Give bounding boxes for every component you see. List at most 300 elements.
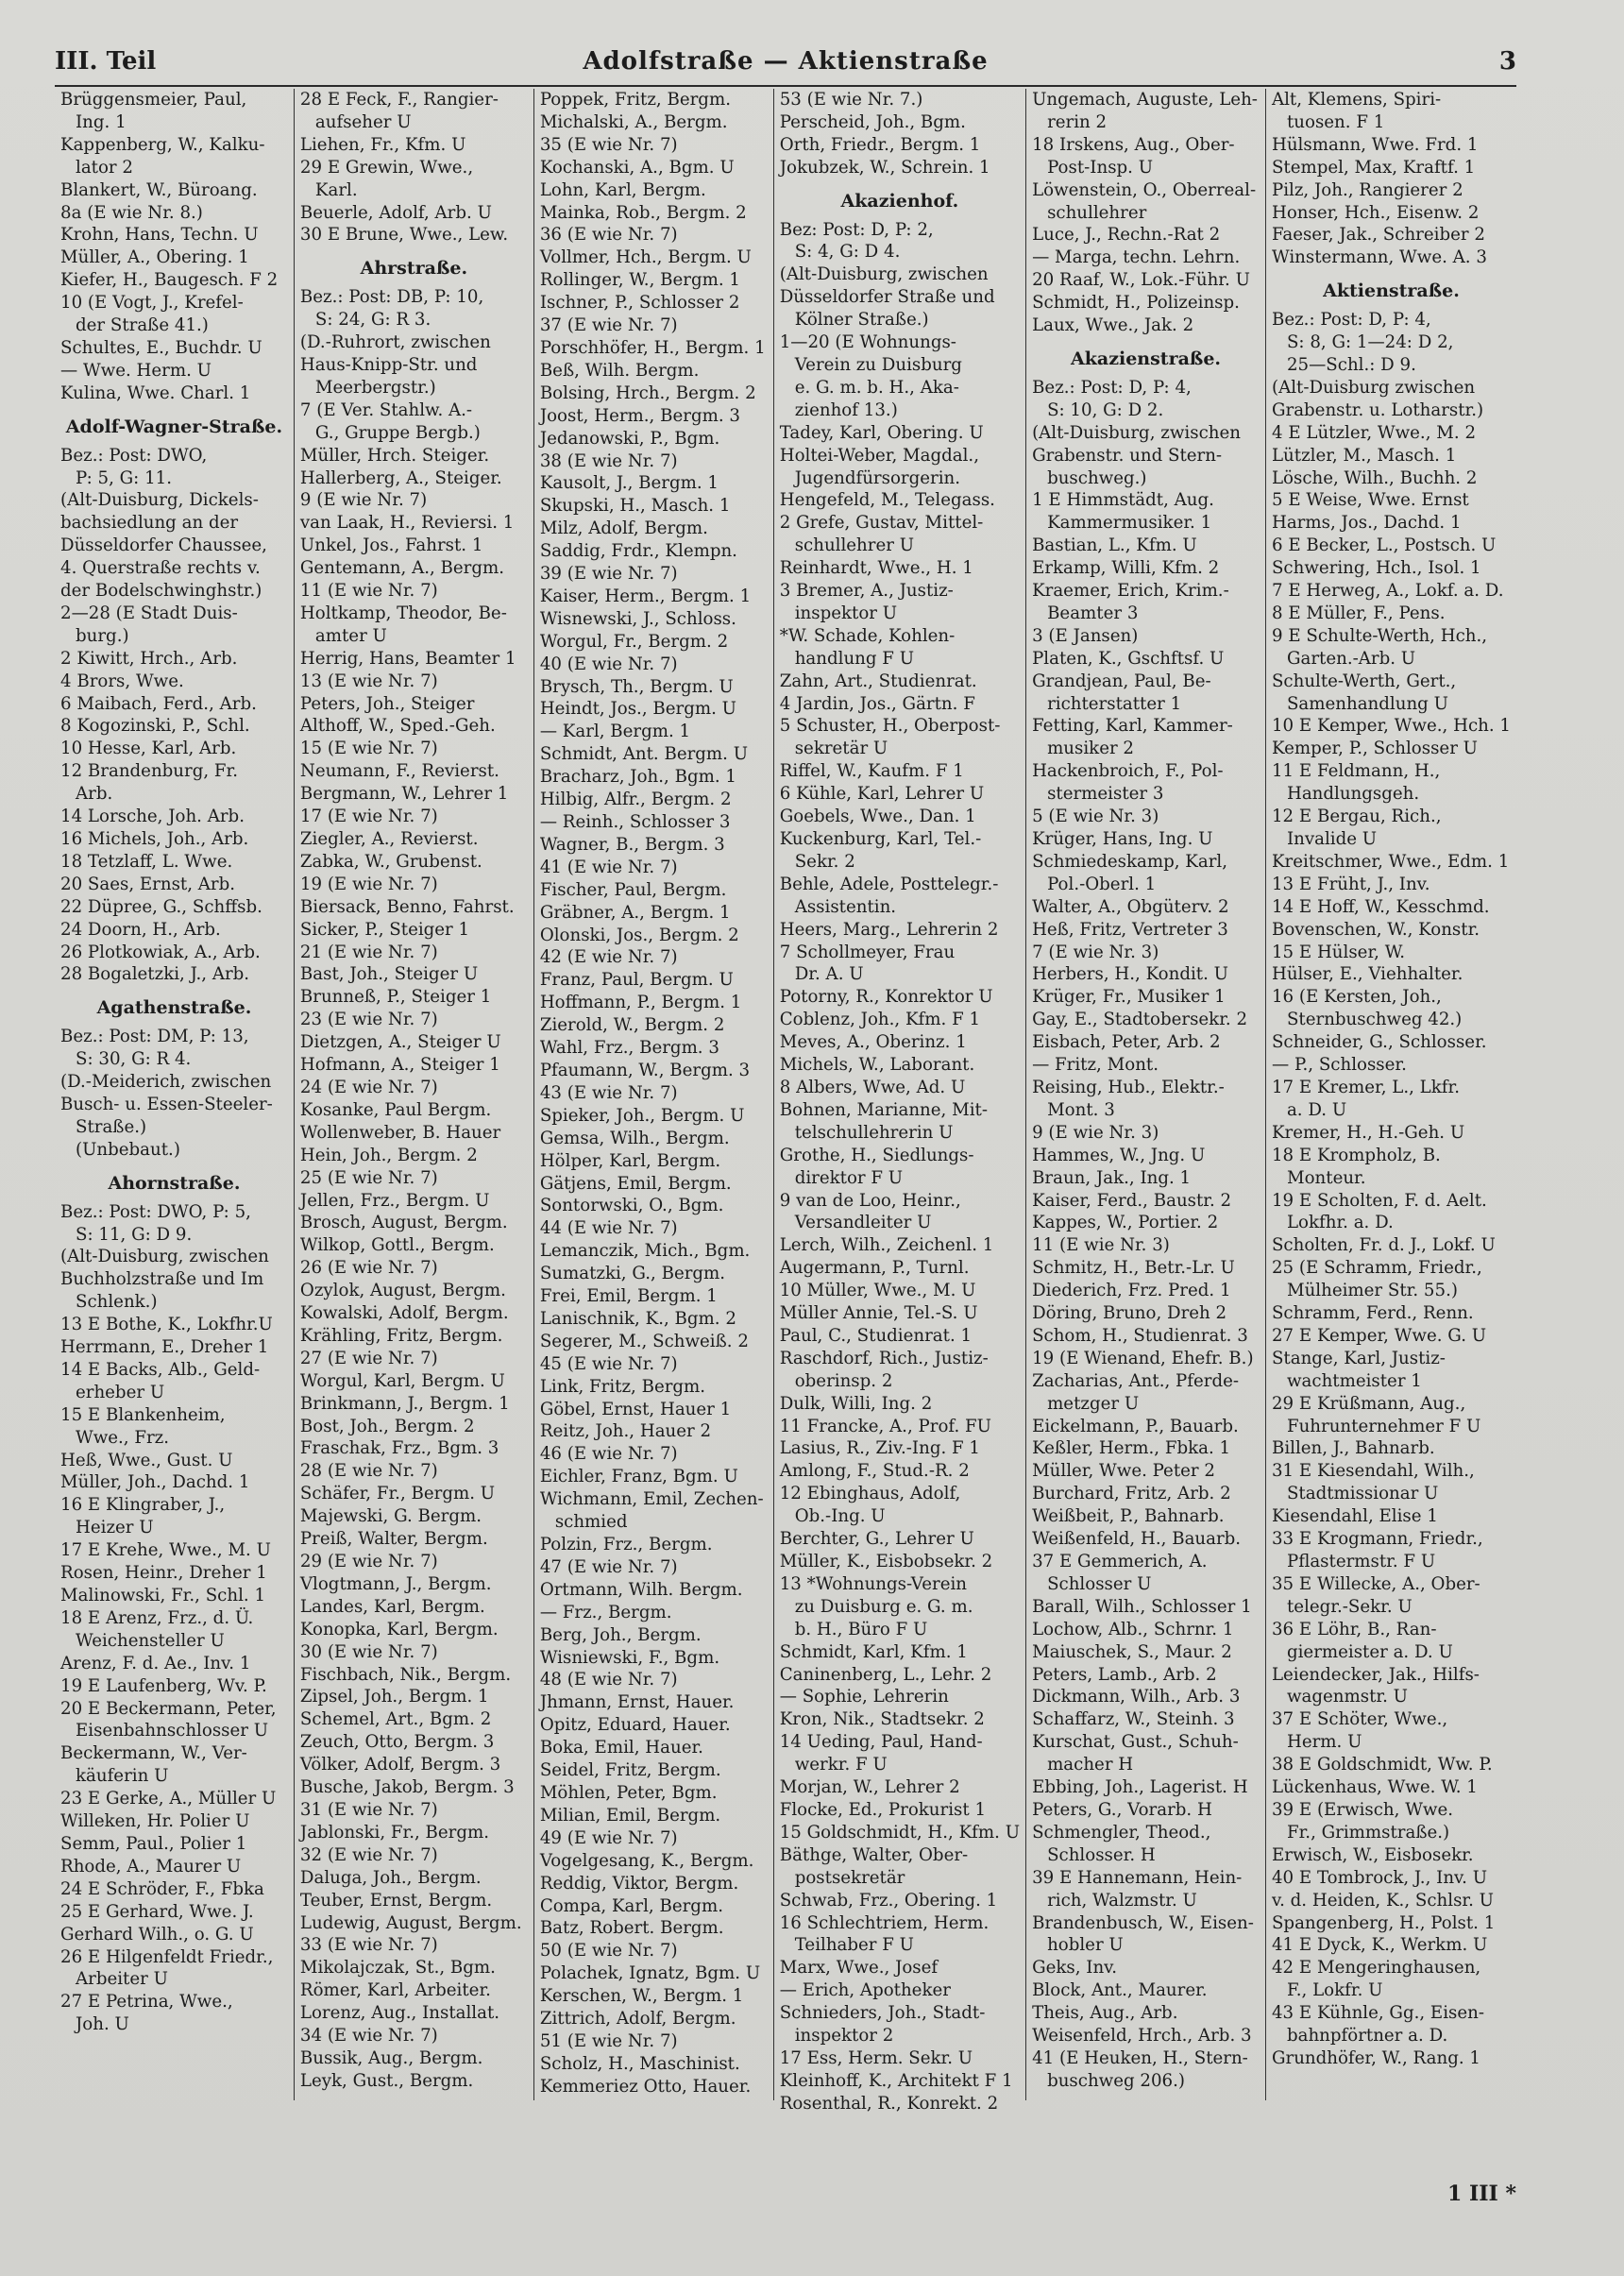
directory-entry: 19 (E Wienand, Ehefr. B.) (1032, 1348, 1254, 1368)
directory-entry: 5 Schuster, H., Oberpost- (779, 716, 1001, 737)
directory-entry: Kurschat, Gust., Schuh- (1032, 1732, 1239, 1753)
directory-entry: Ziegler, A., Revierst. (299, 829, 479, 849)
directory-entry: Völker, Adolf, Bergm. 3 (299, 1755, 501, 1775)
directory-entry: Lochow, Alb., Schrnr. 1 (1032, 1619, 1234, 1639)
directory-entry: 49 (E wie Nr. 7) (539, 1827, 678, 1848)
directory-entry: Keßler, Herm., Fbka. 1 (1032, 1438, 1231, 1459)
directory-entry: 25 (E wie Nr. 7) (299, 1167, 438, 1188)
directory-entry: inspektor U (794, 603, 898, 623)
directory-entry: 9 (E wie Nr. 7) (299, 490, 428, 511)
directory-entry: 18 Tetzlaff, L. Wwe. (60, 851, 233, 872)
directory-entry: Harms, Jos., Dachd. 1 (1271, 513, 1462, 534)
directory-entry: Jellen, Frz., Bergm. U (299, 1190, 490, 1211)
directory-entry: Marx, Wwe., Josef (779, 1958, 939, 1979)
directory-entry: Lokfhr. a. D. (1286, 1213, 1394, 1233)
street-heading: Agathenstraße. (96, 997, 252, 1019)
directory-entry: 47 (E wie Nr. 7) (539, 1556, 678, 1577)
directory-entry: Ischner, P., Schlosser 2 (539, 293, 740, 314)
directory-entry: Eichler, Franz, Bgm. U (539, 1467, 738, 1487)
directory-entry: (D.-Meiderich, zwischen (60, 1072, 272, 1093)
directory-entry: Poppek, Fritz, Bergm. (539, 90, 731, 110)
directory-entry: Theis, Aug., Arb. (1032, 2003, 1178, 2024)
directory-entry: 27 E Petrina, Wwe., (60, 1992, 233, 2013)
directory-entry: Jablonski, Fr., Bergm. (299, 1822, 490, 1843)
directory-entry: Düsseldorfer Chaussee, (60, 535, 267, 556)
directory-entry: Ludewig, August, Bergm. (299, 1912, 522, 1933)
directory-entry: Weichensteller U (76, 1630, 225, 1651)
directory-entry: Bez.: Post: DWO, (60, 445, 208, 466)
directory-entry: werkr. F U (794, 1755, 888, 1775)
directory-entry: Hoffmann, P., Bergm. 1 (539, 993, 742, 1013)
street-heading: Akazienstraße. (1070, 348, 1222, 369)
directory-entry: Laux, Wwe., Jak. 2 (1032, 315, 1194, 336)
directory-entry: Bez.: Post: DB, P: 10, (299, 287, 484, 308)
directory-entry: Rollinger, W., Bergm. 1 (539, 270, 740, 291)
directory-column (295, 89, 534, 2100)
directory-entry: 31 (E wie Nr. 7) (299, 1799, 438, 1820)
directory-entry: Porschhöfer, H., Bergm. 1 (539, 337, 766, 358)
directory-entry: 2—28 (E Stadt Duis- (60, 603, 238, 623)
directory-entry: Kemmeriez Otto, Hauer. (539, 2076, 752, 2097)
directory-entry: 18 E Arenz, Frz., d. Ü. (60, 1607, 254, 1628)
directory-entry: schmied (554, 1512, 628, 1533)
directory-entry: Bäthge, Walter, Ober- (779, 1844, 969, 1865)
directory-entry: Gätjens, Emil, Bergm. (539, 1173, 732, 1194)
directory-entry: 39 E Hannemann, Hein- (1032, 1867, 1243, 1888)
directory-entry: Schmidt, Ant. Bergm. U (539, 744, 749, 765)
directory-entry: Schmidt, Karl, Kfm. 1 (779, 1641, 968, 1662)
directory-entry: 17 (E wie Nr. 7) (299, 807, 438, 827)
directory-entry: buschweg.) (1047, 467, 1147, 488)
directory-entry: Liehen, Fr., Kfm. U (299, 134, 466, 155)
directory-entry: zu Duisburg e. G. m. (794, 1596, 973, 1617)
directory-entry: bahnpförtner a. D. (1286, 2026, 1448, 2047)
directory-entry: S: 10, G: D 2. (1047, 399, 1164, 420)
directory-entry: der Bodelschwinghstr.) (60, 581, 262, 602)
directory-entry: Berg, Joh., Bergm. (539, 1624, 702, 1645)
directory-entry: 1—20 (E Wohnungs- (779, 332, 956, 353)
directory-entry: Pflastermstr. F U (1286, 1552, 1436, 1571)
directory-entry: Römer, Karl, Arbeiter. (299, 1980, 491, 2001)
directory-entry: musiker 2 (1047, 739, 1135, 759)
directory-entry: Grothe, H., Siedlungs- (779, 1145, 974, 1165)
directory-entry: 14 E Hoff, W., Kesschmd. (1271, 896, 1490, 917)
directory-entry: 33 E Krogmann, Friedr., (1271, 1529, 1483, 1550)
directory-entry: (Alt-Duisburg, zwischen (60, 1247, 269, 1267)
directory-entry: Sekr. 2 (794, 851, 855, 872)
directory-entry: S: 4, G: D 4. (794, 242, 901, 263)
directory-entry: Schmiedeskamp, Karl, (1032, 851, 1228, 872)
directory-entry: — Frz., Bergm. (539, 1602, 672, 1622)
directory-entry: Lasius, R., Ziv.-Ing. F 1 (779, 1438, 981, 1459)
directory-entry: 19 E Laufenberg, Wv. P. (60, 1675, 267, 1696)
directory-entry: Berchter, G., Lehrer U (779, 1529, 974, 1550)
directory-entry: 10 E Kemper, Wwe., Hch. 1 (1271, 716, 1511, 737)
directory-entry: 29 E Krüßmann, Aug., (1271, 1393, 1466, 1414)
directory-entry: 45 (E wie Nr. 7) (539, 1353, 678, 1374)
directory-entry: 9 van de Loo, Heinr., (779, 1190, 961, 1211)
directory-entry: Daluga, Joh., Bergm. (299, 1867, 482, 1888)
directory-entry: schullehrer (1047, 202, 1147, 223)
directory-entry: Müller, A., Obering. 1 (60, 247, 249, 268)
directory-entry: Kammermusiker. 1 (1047, 513, 1212, 534)
directory-entry: Zabka, W., Grubenst. (299, 851, 482, 872)
directory-entry: 18 Irskens, Aug., Ober- (1032, 134, 1235, 155)
directory-entry: Augermann, P., Turnl. (779, 1258, 970, 1279)
directory-entry: Willeken, Hr. Polier U (60, 1811, 250, 1832)
directory-entry: Krähling, Fritz, Bergm. (299, 1325, 503, 1346)
directory-entry: Hammes, W., Jng. U (1032, 1145, 1206, 1165)
directory-entry: (Alt-Duisburg, zwischen (1032, 422, 1241, 443)
directory-entry: 27 E Kemper, Wwe. G. U (1271, 1325, 1487, 1346)
directory-entry: Malinowski, Fr., Schl. 1 (60, 1586, 266, 1605)
directory-entry: Peters, Joh., Steiger (299, 693, 475, 714)
directory-entry: Grabenstr. u. Lotharstr.) (1271, 399, 1484, 420)
directory-entry: Dr. A. U (794, 964, 864, 985)
directory-entry: Peters, Lamb., Arb. 2 (1032, 1664, 1217, 1685)
directory-entry: 32 (E wie Nr. 7) (299, 1844, 438, 1865)
directory-entry: Herbers, H., Kondit. U (1032, 964, 1229, 985)
directory-entry: Herm. U (1286, 1732, 1362, 1753)
directory-entry: Erwisch, W., Eisbosekr. (1271, 1844, 1474, 1865)
directory-entry: Boka, Emil, Hauer. (539, 1738, 703, 1758)
directory-entry: Pilz, Joh., Rangierer 2 (1271, 179, 1463, 200)
directory-entry: Weißbeit, P., Bahnarb. (1032, 1506, 1225, 1527)
directory-entry: 17 Ess, Herm. Sekr. U (779, 2047, 973, 2068)
directory-entry: Kölner Straße.) (794, 310, 929, 331)
directory-entry: Ungemach, Auguste, Leh- (1032, 90, 1258, 110)
directory-entry: (Alt-Duisburg zwischen (1271, 377, 1476, 398)
directory-entry: Mont. 3 (1047, 1099, 1115, 1120)
directory-entry: Barall, Wilh., Schlosser 1 (1032, 1596, 1252, 1617)
directory-entry: Zeuch, Otto, Bergm. 3 (299, 1732, 495, 1753)
directory-entry: 46 (E wie Nr. 7) (539, 1444, 678, 1465)
directory-entry: Schmidt, H., Polizeinsp. (1032, 293, 1240, 314)
directory-entry: Maiuschek, S., Maur. 2 (1032, 1641, 1232, 1662)
directory-entry: *W. Schade, Kohlen- (779, 625, 956, 646)
directory-entry: 29 E Grewin, Wwe., (299, 157, 474, 178)
directory-entry: 8 E Müller, F., Pens. (1271, 603, 1446, 623)
directory-entry: 1 E Himmstädt, Aug. (1032, 490, 1214, 511)
directory-entry: Scholz, H., Maschinist. (539, 2053, 740, 2074)
directory-entry: Coblenz, Joh., Kfm. F 1 (779, 1010, 981, 1030)
directory-entry: Weisenfeld, Hrch., Arb. 3 (1032, 2026, 1252, 2047)
directory-entry: 23 (E wie Nr. 7) (299, 1010, 438, 1030)
directory-entry: Eisbach, Peter, Arb. 2 (1032, 1032, 1221, 1053)
directory-entry: — Fritz, Mont. (1032, 1055, 1159, 1076)
directory-entry: 13 (E wie Nr. 7) (299, 671, 438, 691)
directory-entry: 17 E Kremer, L., Lkfr. (1271, 1077, 1460, 1097)
directory-entry: Luce, J., Rechn.-Rat 2 (1032, 225, 1221, 246)
directory-entry: Rhode, A., Maurer U (60, 1856, 242, 1877)
directory-entry: Morjan, W., Lehrer 2 (779, 1777, 960, 1798)
directory-entry: Heizer U (76, 1518, 154, 1538)
directory-entry: 4 E Lützler, Wwe., M. 2 (1271, 422, 1477, 443)
directory-entry: 10 Müller, Wwe., M. U (779, 1281, 976, 1301)
street-heading: Ahrstraße. (360, 258, 468, 280)
directory-entry: Kowalski, Adolf, Bergm. (299, 1303, 509, 1324)
directory-entry: Schneider, G., Schlosser. (1271, 1032, 1487, 1053)
directory-entry: 53 (E wie Nr. 7.) (779, 90, 923, 110)
directory-entry: rich, Walzmstr. U (1047, 1890, 1197, 1911)
directory-entry: metzger U (1047, 1393, 1140, 1414)
directory-entry: 43 (E wie Nr. 7) (539, 1082, 678, 1103)
directory-entry: Peters, G., Vorarb. H (1032, 1799, 1212, 1820)
directory-entry: — Erich, Apotheker (779, 1980, 951, 2001)
directory-entry: Schlosser U (1047, 1573, 1152, 1594)
directory-entry: Verein zu Duisburg (794, 354, 962, 375)
directory-entry: Arbeiter U (76, 1969, 168, 1990)
directory-entry: Jedanowski, P., Bgm. (539, 428, 720, 449)
directory-entry: 5 E Weise, Wwe. Ernst (1271, 490, 1469, 511)
directory-entry: 28 E Feck, F., Rangier- (299, 90, 499, 110)
directory-entry: Ing. 1 (76, 111, 127, 132)
directory-entry: 50 (E wie Nr. 7) (539, 1941, 678, 1962)
directory-entry: 7 (E Ver. Stahlw. A.- (299, 399, 473, 420)
directory-entry: 3 Bremer, A., Justiz- (779, 581, 954, 602)
directory-entry: amter U (314, 625, 387, 646)
directory-entry: Wisnewski, J., Schloss. (539, 608, 736, 629)
directory-entry: Bovenschen, W., Konstr. (1271, 919, 1480, 940)
directory-entry: Kaiser, Herm., Bergm. 1 (539, 586, 752, 606)
directory-entry: Vlogtmann, J., Bergm. (299, 1573, 492, 1594)
directory-entry: Grandjean, Paul, Be- (1032, 671, 1211, 691)
directory-entry: Bussik, Aug., Bergm. (299, 2047, 483, 2068)
directory-entry: Sumatzki, G., Bergm. (539, 1264, 726, 1284)
directory-entry: 33 (E wie Nr. 7) (299, 1935, 438, 1956)
directory-entry: (Unbebaut.) (76, 1139, 180, 1160)
directory-entry: macher H (1047, 1755, 1134, 1775)
directory-entry: Schaffarz, W., Steinh. 3 (1032, 1709, 1235, 1730)
directory-entry: 12 Ebinghaus, Adolf, (779, 1484, 961, 1504)
directory-entry: zienhof 13.) (794, 399, 898, 420)
directory-entry: Gay, E., Stadtobersekr. 2 (1032, 1010, 1248, 1030)
directory-entry: tuosen. F 1 (1286, 111, 1385, 132)
directory-entry: Heindt, Jos., Bergm. U (539, 699, 737, 720)
part-label: III. Teil (55, 47, 157, 76)
directory-entry: 11 E Feldmann, H., (1271, 761, 1441, 782)
directory-entry: 14 Ueding, Paul, Hand- (779, 1732, 983, 1753)
directory-entry: Brosch, August, Bergm. (299, 1213, 508, 1233)
directory-entry: 24 Doorn, H., Arb. (60, 919, 221, 940)
directory-entry: 6 Kühle, Karl, Lehrer U (779, 784, 985, 805)
directory-entry: Kerschen, W., Bergm. 1 (539, 1986, 744, 2007)
directory-entry: Semm, Paul., Polier 1 (60, 1833, 247, 1854)
directory-entry: 42 E Mengeringhausen, (1271, 1958, 1481, 1979)
directory-entry: Busch- u. Essen-Steeler- (60, 1094, 273, 1114)
directory-entry: Braun, Jak., Ing. 1 (1032, 1167, 1192, 1188)
directory-entry: Spangenberg, H., Polst. 1 (1271, 1912, 1496, 1933)
directory-entry: Brysch, Th., Bergm. U (539, 676, 734, 697)
directory-entry: Rosen, Heinr., Dreher 1 (60, 1563, 267, 1584)
directory-entry: Kappes, W., Portier. 2 (1032, 1213, 1219, 1233)
directory-entry: käuferin U (76, 1766, 169, 1787)
directory-entry: Mainka, Rob., Bergm. 2 (539, 202, 747, 223)
directory-entry: 7 (E wie Nr. 3) (1032, 942, 1159, 962)
directory-entry: Schom, H., Studienrat. 3 (1032, 1325, 1248, 1346)
directory-entry: Bez.: Post: D, P: 4, (1032, 377, 1192, 398)
directory-entry: 12 Brandenburg, Fr. (60, 761, 239, 782)
directory-entry: Heß, Fritz, Vertreter 3 (1032, 919, 1228, 940)
directory-entry: Wollenweber, B. Hauer (299, 1122, 501, 1143)
directory-entry: Krüger, Hans, Ing. U (1032, 829, 1213, 849)
directory-entry: Lanischnik, K., Bgm. 2 (539, 1308, 736, 1329)
directory-entry: Hengefeld, M., Telegass. (779, 490, 995, 511)
directory-entry: 7 E Herweg, A., Lokf. a. D. (1271, 581, 1504, 602)
directory-entry: 11 (E wie Nr. 3) (1032, 1235, 1170, 1256)
directory-entry: 40 (E wie Nr. 7) (539, 654, 678, 674)
directory-entry: Ozylok, August, Bergm. (299, 1281, 506, 1301)
directory-entry: 7 Schollmeyer, Frau (779, 942, 956, 962)
directory-entry: — Marga, techn. Lehrn. (1032, 247, 1241, 268)
directory-entry: Worgul, Karl, Bergm. U (299, 1370, 505, 1391)
directory-entry: 4 Jardin, Jos., Gärtn. F (779, 693, 975, 714)
directory-entry: Caninenberg, L., Lehr. 2 (779, 1664, 992, 1685)
directory-entry: bachsiedlung an der (60, 513, 239, 534)
directory-entry: 16 E Klingraber, J., (60, 1495, 226, 1516)
directory-entry: 16 (E Kersten, Joh., (1271, 987, 1442, 1008)
directory-entry: Milz, Adolf, Bergm. (539, 518, 708, 539)
directory-entry: Zierold, W., Bergm. 2 (539, 1015, 725, 1036)
directory-entry: 2 Kiwitt, Hrch., Arb. (60, 648, 238, 669)
street-range: Adolfstraße — Aktienstraße (583, 47, 989, 76)
directory-entry: Leiendecker, Jak., Hilfs- (1271, 1664, 1480, 1685)
directory-entry: Brinkmann, J., Bergm. 1 (299, 1393, 510, 1414)
directory-entry: Lückenhaus, Wwe. W. 1 (1271, 1777, 1478, 1798)
directory-entry: — Wwe. Herm. U (60, 360, 212, 381)
directory-entry: Gentemann, A., Bergm. (299, 558, 505, 579)
directory-entry: Göbel, Ernst, Hauer 1 (539, 1399, 732, 1419)
directory-entry: Block, Ant., Maurer. (1032, 1980, 1208, 2001)
directory-entry: Kleinhoff, K., Architekt F 1 (779, 2070, 1013, 2091)
directory-entry: Milian, Emil, Bergm. (539, 1805, 721, 1826)
street-heading: Ahornstraße. (108, 1172, 241, 1194)
directory-entry: Lerch, Wilh., Zeichenl. 1 (779, 1235, 994, 1256)
directory-column (55, 89, 295, 2100)
directory-entry: inspektor 2 (794, 2026, 894, 2047)
directory-entry: Meerbergstr.) (314, 377, 436, 398)
directory-entry: Bracharz, Joh., Bgm. 1 (539, 767, 736, 788)
directory-entry: Leyk, Gust., Bergm. (299, 2070, 474, 2091)
directory-entry: Hölper, Karl, Bergm. (539, 1150, 721, 1171)
directory-entry: Meves, A., Oberinz. 1 (779, 1032, 967, 1053)
directory-entry: Kremer, H., H.-Geh. U (1271, 1122, 1465, 1143)
directory-entry: 6 E Becker, L., Postsch. U (1271, 535, 1497, 556)
directory-entry: oberinsp. 2 (794, 1370, 893, 1391)
directory-entry: burg.) (76, 625, 129, 646)
directory-entry: v. d. Heiden, K., Schlsr. U (1271, 1890, 1495, 1911)
directory-entry: Vogelgesang, K., Bergm. (539, 1850, 754, 1871)
directory-entry: Schäfer, Fr., Bergm. U (299, 1484, 496, 1504)
directory-entry: Geks, Inv. (1032, 1958, 1118, 1979)
directory-entry: 22 Düpree, G., Schffsb. (60, 896, 262, 917)
directory-entry: Heers, Marg., Lehrerin 2 (779, 919, 999, 940)
directory-entry: Schmengler, Theod., (1032, 1822, 1211, 1843)
directory-column (1266, 89, 1516, 2100)
directory-entry: Monteur. (1286, 1167, 1366, 1188)
directory-entry: lator 2 (76, 157, 133, 178)
directory-entry: Flocke, Ed., Prokurist 1 (779, 1799, 987, 1820)
directory-entry: Lohn, Karl, Bergm. (539, 179, 706, 200)
directory-entry: Post-Insp. U (1047, 157, 1154, 178)
directory-entry: Faeser, Jak., Schreiber 2 (1271, 225, 1485, 246)
directory-entry: Beuerle, Adolf, Arb. U (299, 202, 492, 223)
directory-entry: 14 E Backs, Alb., Geld- (60, 1359, 261, 1380)
directory-entry: 41 E Dyck, K., Werkm. U (1271, 1935, 1488, 1956)
directory-entry: Zacharias, Ant., Pferde- (1032, 1370, 1240, 1391)
directory-entry: 41 (E Heuken, H., Stern- (1032, 2047, 1248, 2068)
directory-entry: 30 E Brune, Wwe., Lew. (299, 225, 509, 246)
directory-entry: Eickelmann, P., Bauarb. (1032, 1416, 1239, 1436)
directory-entry: Herrmann, E., Dreher 1 (60, 1337, 269, 1358)
directory-entry: G., Gruppe Bergb.) (314, 422, 481, 443)
directory-entry: — Sophie, Lehrerin (779, 1687, 949, 1707)
directory-entry: Vollmer, Hch., Bergm. U (539, 247, 752, 268)
directory-entry: Compa, Karl, Bergm. (539, 1895, 723, 1916)
directory-entry: Unkel, Jos., Fahrst. 1 (299, 535, 483, 556)
directory-entry: 19 E Scholten, F. d. Aelt. (1271, 1190, 1487, 1211)
directory-entry: Kulina, Wwe. Charl. 1 (60, 382, 251, 403)
directory-entry: Teilhaber F U (794, 1935, 915, 1956)
directory-entry: 24 E Schröder, F., Fbka (60, 1878, 264, 1899)
directory-entry: erheber U (76, 1382, 165, 1402)
directory-entry: (D.-Ruhrort, zwischen (299, 332, 491, 353)
directory-entry: 24 (E wie Nr. 7) (299, 1077, 438, 1097)
directory-entry: Buchholzstraße und Im (60, 1269, 264, 1290)
directory-entry: telschullehrerin U (794, 1122, 954, 1143)
directory-entry: 38 E Goldschmidt, Ww. P. (1271, 1755, 1493, 1775)
directory-entry: — Reinh., Schlosser 3 (539, 812, 731, 832)
directory-entry: 10 (E Vogt, J., Krefel- (60, 293, 244, 314)
directory-entry: richterstatter 1 (1047, 693, 1182, 714)
directory-entry: Kochanski, A., Bgm. U (539, 157, 735, 178)
directory-entry: Brüggensmeier, Paul, (60, 90, 247, 110)
directory-entry: Müller, Wwe. Peter 2 (1032, 1461, 1215, 1482)
directory-entry: Stempel, Max, Kraftf. 1 (1271, 157, 1476, 178)
directory-entry: Schemel, Art., Bgm. 2 (299, 1709, 492, 1730)
directory-entry: — P., Schlosser. (1271, 1055, 1407, 1076)
directory-entry: Döring, Bruno, Dreh 2 (1032, 1303, 1227, 1324)
directory-entry: 11 Francke, A., Prof. FU (779, 1416, 991, 1436)
directory-entry: Winstermann, Wwe. A. 3 (1271, 247, 1487, 268)
directory-entry: 39 E (Erwisch, Wwe. (1271, 1799, 1454, 1820)
directory-entry: Walter, A., Obgüterv. 2 (1032, 896, 1229, 917)
directory-entry: Joost, Herm., Bergm. 3 (539, 405, 740, 426)
directory-entry: Olonski, Jos., Bergm. 2 (539, 925, 739, 945)
directory-entry: Bez.: Post: D, P: 4, (1271, 310, 1431, 331)
directory-entry: 40 E Tombrock, J., Inv. U (1271, 1867, 1488, 1888)
directory-entry: Spieker, Joh., Bergm. U (539, 1105, 745, 1126)
directory-entry: 38 (E wie Nr. 7) (539, 450, 678, 471)
directory-entry: Biersack, Benno, Fahrst. (299, 896, 515, 917)
directory-entry: Ebbing, Joh., Lagerist. H (1032, 1777, 1248, 1798)
directory-entry: Schlosser. H (1047, 1844, 1156, 1865)
directory-entry: Handlungsgeh. (1286, 784, 1420, 805)
directory-entry: Lützler, M., Masch. 1 (1271, 445, 1457, 466)
directory-entry: Beß, Wilh. Bergm. (539, 360, 700, 381)
directory-entry: 8 Kogozinski, P., Schl. (60, 716, 250, 737)
directory-entry: Kaiser, Ferd., Baustr. 2 (1032, 1190, 1232, 1211)
directory-entry: aufseher U (314, 111, 412, 132)
directory-entry: Möhlen, Peter, Bgm. (539, 1782, 718, 1803)
directory-entry: Mikolajczak, St., Bgm. (299, 1958, 496, 1979)
directory-entry: S: 8, G: 1—24: D 2, (1286, 332, 1454, 353)
directory-entry: Zipsel, Joh., Bergm. 1 (299, 1687, 489, 1707)
directory-entry: Grabenstr. und Stern- (1032, 445, 1223, 466)
directory-entry: 48 (E wie Nr. 7) (539, 1670, 678, 1690)
directory-entry: 25 (E Schramm, Friedr., (1271, 1258, 1482, 1279)
directory-entry: Kemper, P., Schlosser U (1271, 739, 1478, 759)
